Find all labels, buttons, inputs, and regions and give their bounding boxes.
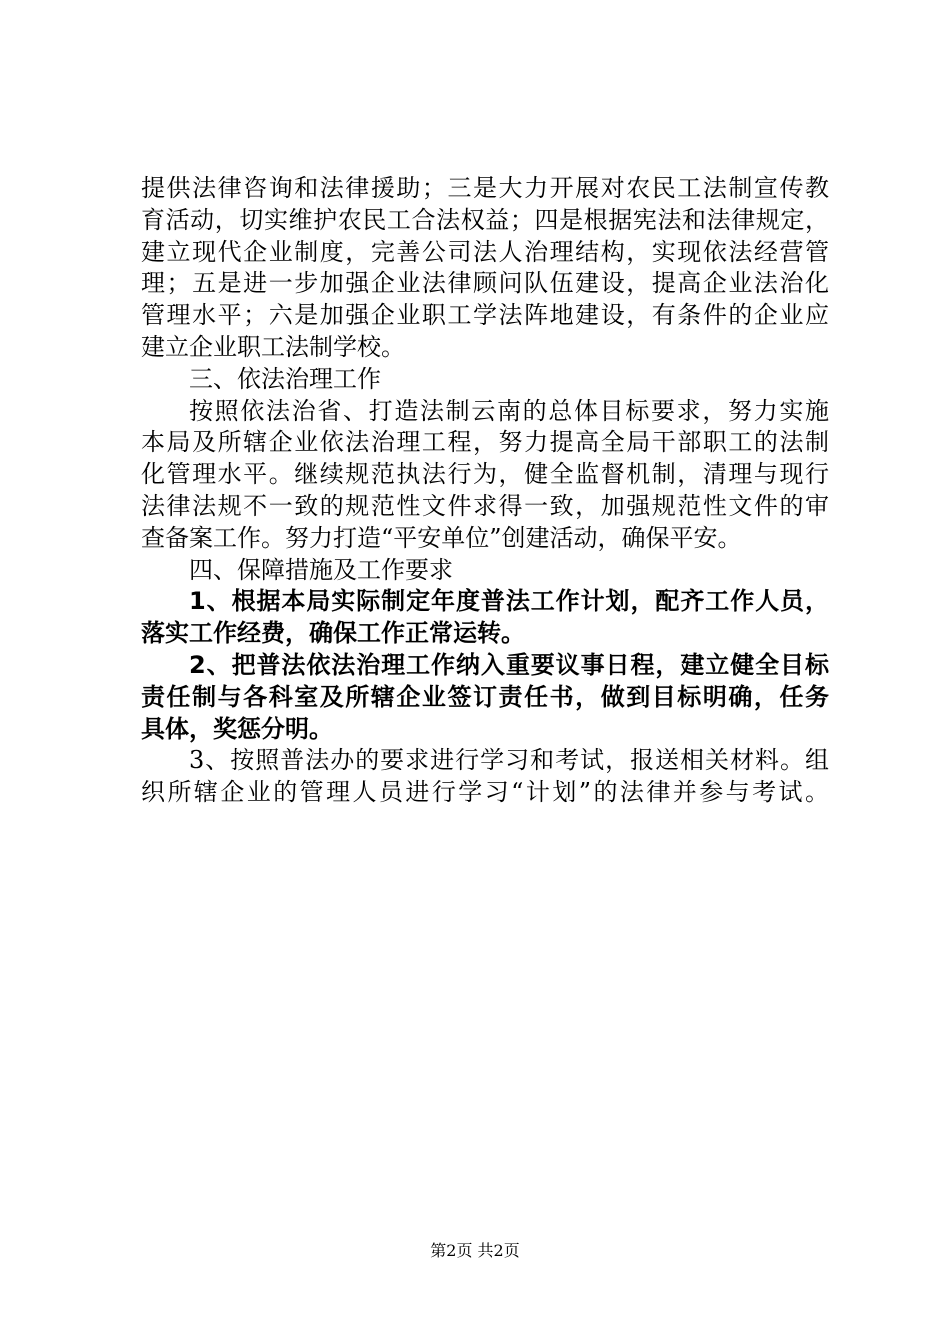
text-line: 法律法规不一致的规范性文件求得一致，加强规范性文件的审	[141, 491, 829, 520]
text-line: 本局及所辖企业依法治理工程，努力提高全局干部职工的法制	[141, 428, 829, 457]
section-heading: 三、依法治理工作	[189, 364, 381, 393]
text-line: 建立企业职工法制学校。	[141, 332, 405, 361]
document-body	[141, 173, 829, 809]
text-line: 化管理水平。继续规范执法行为，健全监督机制，清理与现行	[141, 460, 829, 489]
text-line: 提供法律咨询和法律援助；三是大力开展对农民工法制宣传教	[141, 174, 829, 202]
text-line: 建立现代企业制度，完善公司法人治理结构，实现依法经营管	[141, 237, 829, 266]
text-line: 落实工作经费，确保工作正常运转。	[141, 619, 525, 648]
text-line: 3、按照普法办的要求进行学习和考试，报送相关材料。组	[189, 746, 829, 775]
text-line: 1、根据本局实际制定年度普法工作计划，配齐工作人员，	[189, 587, 829, 616]
text-line: 2、把普法依法治理工作纳入重要议事日程，建立健全目标	[189, 650, 829, 679]
text-line: 理；五是进一步加强企业法律顾问队伍建设，提高企业法治化	[141, 269, 829, 298]
text-line: 育活动，切实维护农民工合法权益；四是根据宪法和法律规定，	[141, 205, 829, 234]
text-line: 具体，奖惩分明。	[141, 714, 333, 743]
section-heading: 四、保障措施及工作要求	[189, 555, 453, 584]
text-line: 管理水平；六是加强企业职工学法阵地建设，有条件的企业应	[141, 301, 829, 330]
text-line: 按照依法治省、打造法制云南的总体目标要求，努力实施	[189, 396, 829, 425]
text-line: 责任制与各科室及所辖企业签订责任书，做到目标明确，任务	[141, 682, 829, 711]
text-line: 织所辖企业的管理人员进行学习“计划”的法律并参与考试。	[141, 778, 829, 807]
page-footer: 第2页 共2页	[430, 1241, 520, 1260]
text-line: 查备案工作。努力打造“平安单位”创建活动，确保平安。	[141, 523, 742, 552]
